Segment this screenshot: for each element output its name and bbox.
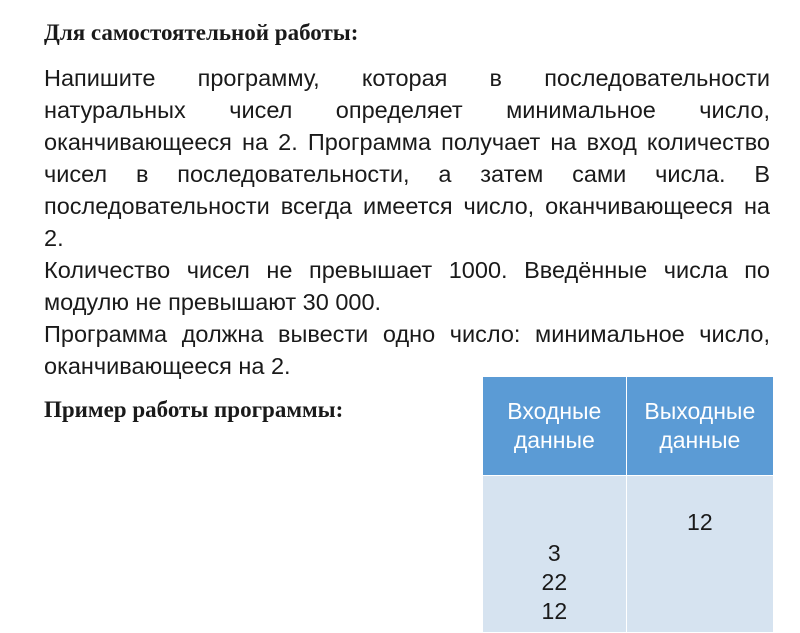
header-output (626, 377, 773, 476)
task-paragraph-3: Программа должна вывести одно число: минимальное число, оканчивающееся на 2. (44, 321, 770, 379)
output-data-cell (626, 476, 773, 633)
header-input (483, 377, 627, 476)
output-value: 12 (687, 509, 713, 535)
task-description (44, 62, 770, 382)
header-input-line1: Входные (507, 398, 602, 424)
table-row (483, 476, 774, 633)
table-header-row (483, 377, 774, 476)
input-value: 22 (541, 569, 568, 595)
input-data-cell (483, 476, 627, 633)
header-input-line2: данные (513, 427, 595, 453)
input-value: 12 (541, 598, 568, 624)
task-paragraph-1: Напишите программу, которая в последовательности натуральных чисел определяет минимальное число, оканчивающееся на 2. Программа получает на вход количество чисел в последовательности, а затем сами числа. В последовательности всегда имеется число, оканчивающееся на 2. (44, 65, 770, 251)
page-title: Для самостоятельной работы: (44, 20, 359, 45)
input-value: 3 (547, 540, 561, 566)
header-output-line2: данные (659, 427, 741, 453)
header-output-line1: Выходные (644, 398, 756, 424)
example-heading: Пример работы программы: (44, 397, 344, 422)
task-paragraph-2: Количество чисел не превышает 1000. Введённые числа по модулю не превышают 30 000. (44, 257, 770, 315)
example-table (482, 376, 774, 633)
